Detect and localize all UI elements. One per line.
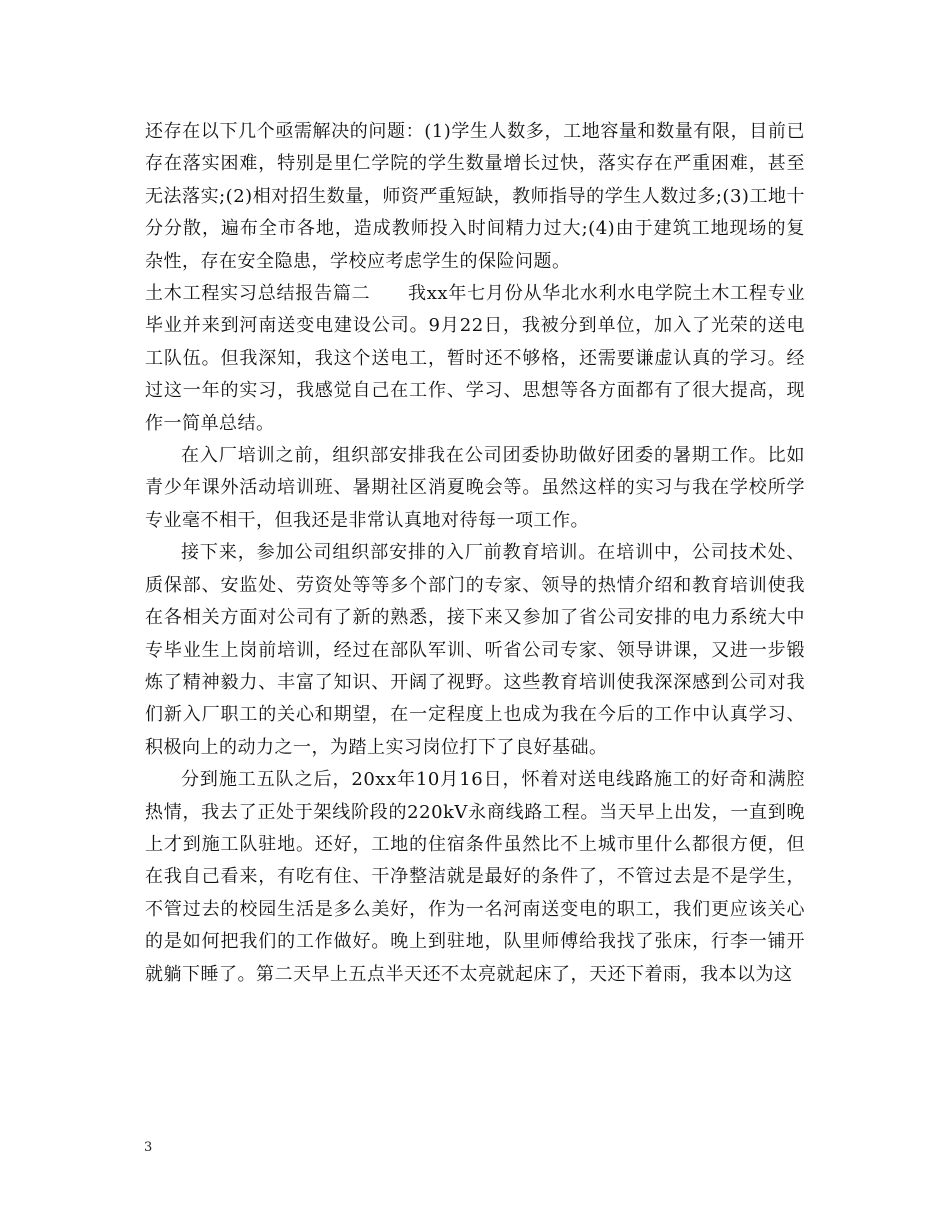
paragraph-1: 还存在以下几个亟需解决的问题：(1)学生人数多，工地容量和数量有限，目前已存在落实困难，特别是里仁学院的学生数量增长过快，落实存在严重困难，甚至无法落实;(2)相对招生数量，师资严重短缺，教师指导的学生人数过多;(3)工地十分分散，遍布全市各地，造成教师投入时间精力过大;(4)由于建筑工地现场的复杂性，存在安全隐患，学校应考虑学生的保险问题。: [145, 121, 805, 272]
body-text: [145, 116, 805, 991]
page-number: 3: [144, 1140, 153, 1155]
paragraph-5: 分到施工五队之后，20xx年10月16日，怀着对送电线路施工的好奇和满腔热情，我去了正处于架线阶段的220kV永商线路工程。当天早上出发，一直到晚上才到施工队驻地。还好，工地的住宿条件虽然比不上城市里什么都很方便，但在我自己看来，有吃有住、干净整洁就是最好的条件了，不管过去是不是学生，不管过去的校园生活是多么美好，作为一名河南送变电的职工，我们更应该关心的是如何把我们的工作做好。晚上到驻地，队里师傅给我找了张床，行李一铺开就躺下睡了。第二天早上五点半天还不太亮就起床了，天还下着雨，我本以为这: [145, 769, 805, 985]
paragraph-4: 接下来，参加公司组织部安排的入厂前教育培训。在培训中，公司技术处、质保部、安监处、劳资处等等多个部门的专家、领导的热情介绍和教育培训使我在各相关方面对公司有了新的熟悉，接下来又参加了省公司安排的电力系统大中专毕业生上岗前培训，经过在部队军训、听省公司专家、领导讲课，又进一步锻炼了精神毅力、丰富了知识、开阔了视野。这些教育培训使我深深感到公司对我们新入厂职工的关心和期望，在一定程度上也成为我在今后的工作中认真学习、积极向上的动力之一，为踏上实习岗位打下了良好基础。: [145, 542, 805, 758]
paragraph-2: 土木工程实习总结报告篇二 我xx年七月份从华北水利水电学院土木工程专业毕业并来到河南送变电建设公司。9月22日，我被分到单位，加入了光荣的送电工队伍。但我深知，我这个送电工，暂时还不够格，还需要谦虚认真的学习。经过这一年的实习，我感觉自己在工作、学习、思想等各方面都有了很大提高，现作一简单总结。: [145, 283, 805, 434]
paragraph-3: 在入厂培训之前，组织部安排我在公司团委协助做好团委的暑期工作。比如青少年课外活动培训班、暑期社区消夏晚会等。虽然这样的实习与我在学校所学专业毫不相干，但我还是非常认真地对待每一项工作。: [145, 445, 805, 531]
